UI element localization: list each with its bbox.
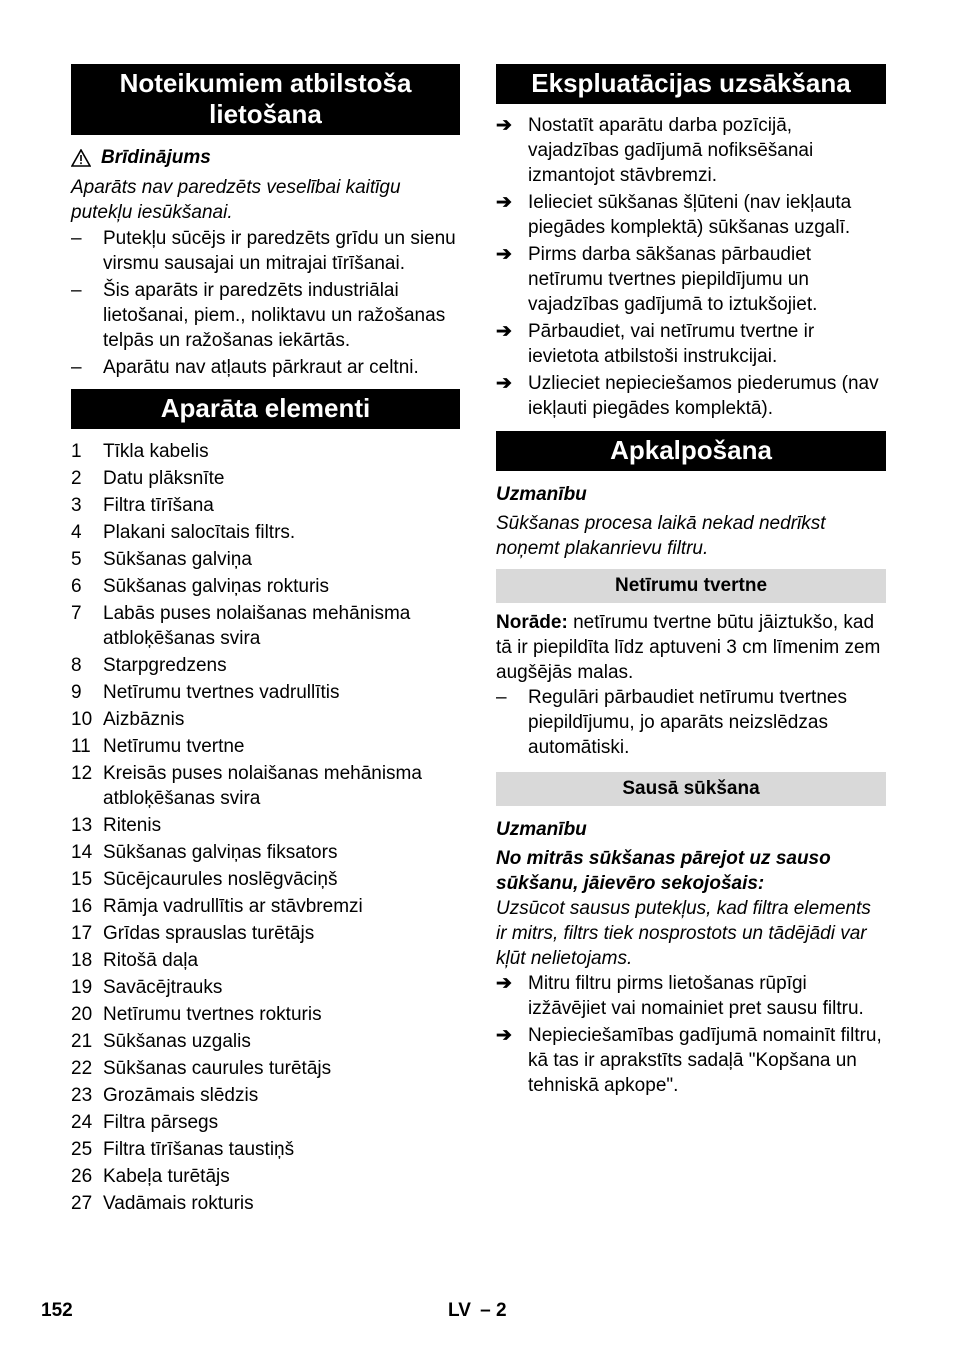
component-item-text: Filtra tīrīšana [103,495,214,516]
component-item-text: Netīrumu tvertnes rokturis [103,1004,322,1025]
component-item-text: Sūkšanas uzgalis [103,1031,251,1052]
component-item-text: Starpgredzens [103,655,227,676]
component-item [71,867,460,892]
component-item-text: Sūkšanas caurules turētājs [103,1058,332,1079]
step-item-marker: ➔ [496,321,512,342]
components-list [71,439,460,1216]
step-item-marker: ➔ [496,192,512,213]
component-item [71,894,460,919]
section-title-line-2: lietošana [209,99,322,129]
list-item-marker: – [496,687,507,708]
footer-separator: – [480,1300,491,1321]
component-item [71,493,460,518]
dry-caution-label: Uzmanību [496,819,587,840]
right-column [496,64,886,1100]
step-item [496,190,886,240]
section-title-line-1: Noteikumiem atbilstoša [119,68,412,98]
component-item-text: Plakani salocītais filtrs. [103,522,296,543]
dry-caution-bold-text: No mitrās sūkšanas pārejot uz sauso sūkšanu, jāievēro sekojošais: [496,848,831,894]
component-item-marker: 1 [71,441,82,462]
component-item-marker: 7 [71,603,82,624]
component-item [71,1164,460,1189]
step-item [496,242,886,317]
component-item-text: Sūkšanas galviņa [103,549,252,570]
component-item-text: Ritošā daļa [103,950,199,971]
component-item-marker: 10 [71,709,93,730]
component-item [71,653,460,678]
component-item [71,707,460,732]
step-item-text: Pirms darba sākšanas pārbaudiet netīrumu tvertnes piepildījumu un vajadzības gadījumā to iztukšojiet. [528,244,818,315]
component-item-marker: 11 [71,736,91,757]
intended-use-list [71,226,460,380]
component-item-marker: 8 [71,655,82,676]
component-item-marker: 20 [71,1004,93,1025]
warning-heading [71,145,460,170]
note-label: Norāde: [496,612,568,633]
section-title-components: Aparāta elementi [71,389,460,429]
component-item [71,975,460,1000]
component-item-text: Filtra tīrīšanas taustiņš [103,1139,295,1160]
component-item [71,680,460,705]
component-item-marker: 19 [71,977,93,998]
component-item-marker: 12 [71,763,93,784]
component-item-marker: 4 [71,522,82,543]
component-item-marker: 17 [71,923,93,944]
component-item-marker: 13 [71,815,93,836]
caution-label: Uzmanību [496,484,587,505]
list-item-text: Regulāri pārbaudiet netīrumu tvertnes piepildījumu, jo aparāts neizslēdzas automātiski. [528,687,847,758]
component-item [71,1137,460,1162]
list-item-text: Aparātu nav atļauts pārkraut ar celtni. [103,357,419,378]
component-item [71,921,460,946]
component-item [71,1083,460,1108]
component-item [71,1029,460,1054]
section-title-intended-use [71,64,460,135]
component-item-text: Aizbāznis [103,709,185,730]
component-item-text: Grozāmais slēdzis [103,1085,259,1106]
component-item [71,1002,460,1027]
component-item-text: Ritenis [103,815,162,836]
component-item [71,574,460,599]
component-item-marker: 6 [71,576,82,597]
step-item-text: Pārbaudiet, vai netīrumu tvertne ir ievietota atbilstoši instrukcijai. [528,321,815,367]
dry-caution-text: Uzsūcot sausus putekļus, kad filtra elements ir mitrs, filtrs tiek nosprostots un tādējādi var kļūt nelietojams. [496,898,871,969]
component-item [71,1110,460,1135]
component-item [71,439,460,464]
subsection-title-dirt-container: Netīrumu tvertne [496,569,886,603]
section-title-start-up: Ekspluatācijas uzsākšana [496,64,886,104]
component-item-marker: 27 [71,1193,93,1214]
component-item-marker: 23 [71,1085,93,1106]
step-item [496,319,886,369]
component-item-text: Kreisās puses nolaišanas mehānisma atbloķēšanas svira [103,763,422,809]
component-item [71,734,460,759]
component-item-text: Datu plāksnīte [103,468,225,489]
component-item-text: Tīkla kabelis [103,441,209,462]
step-item-text: Nepieciešamības gadījumā nomainīt filtru, kā tas ir aprakstīts sadaļā "Kopšana un tehniskā apkope". [528,1025,882,1096]
dry-vacuuming-list [496,971,886,1098]
component-item-text: Vadāmais rokturis [103,1193,254,1214]
list-item [71,226,460,276]
subsection-title-dry-vacuuming: Sausā sūkšana [496,772,886,806]
list-item [496,685,886,760]
dirt-container-list [496,685,886,760]
component-item [71,1056,460,1081]
component-item-text: Grīdas sprauslas turētājs [103,923,315,944]
component-item [71,547,460,572]
step-item [496,113,886,188]
component-item-text: Netīrumu tvertne [103,736,245,757]
component-item-text: Savācējtrauks [103,977,223,998]
component-item-text: Rāmja vadrullītis ar stāvbremzi [103,896,363,917]
component-item-marker: 18 [71,950,93,971]
caution-text: Sūkšanas procesa laikā nekad nedrīkst noņemt plakanrievu filtru. [496,513,826,559]
component-item-marker: 21 [71,1031,93,1052]
component-item-marker: 15 [71,869,93,890]
warning-text: Aparāts nav paredzēts veselībai kaitīgu putekļu iesūkšanai. [71,177,401,223]
component-item-marker: 14 [71,842,93,863]
step-item-marker: ➔ [496,973,512,994]
component-item [71,761,460,811]
component-item-marker: 26 [71,1166,93,1187]
page-footer-label [448,1298,507,1323]
component-item [71,520,460,545]
component-item-marker: 3 [71,495,82,516]
page-number: 152 [41,1300,73,1321]
component-item-text: Sūcējcaurules noslēgvāciņš [103,869,338,890]
component-item-marker: 25 [71,1139,93,1160]
step-item-marker: ➔ [496,115,512,136]
step-item-text: Nostatīt aparātu darba pozīcijā, vajadzības gadījumā nofiksēšanai izmantojot stāvbremzi. [528,115,814,186]
list-item-text: Putekļu sūcējs ir paredzēts grīdu un sienu virsmu sausajai un mitrajai tīrīšanai. [103,228,456,274]
component-item-text: Netīrumu tvertnes vadrullītis [103,682,340,703]
component-item [71,948,460,973]
step-item [496,371,886,421]
component-item [71,813,460,838]
component-item [71,466,460,491]
step-item [496,1023,886,1098]
component-item-marker: 22 [71,1058,93,1079]
step-item [496,971,886,1021]
component-item-marker: 9 [71,682,82,703]
step-item-text: Ielieciet sūkšanas šļūteni (nav iekļauta piegādes komplektā) sūkšanas uzgalī. [528,192,852,238]
note-paragraph [496,610,886,685]
footer-language: LV [448,1300,471,1321]
left-column [71,64,460,1218]
component-item-marker: 24 [71,1112,93,1133]
footer-sub-page: 2 [496,1300,507,1321]
component-item-text: Sūkšanas galviņas rokturis [103,576,329,597]
component-item [71,1191,460,1216]
component-item-marker: 5 [71,549,82,570]
component-item [71,601,460,651]
component-item-text: Filtra pārsegs [103,1112,219,1133]
component-item-text: Sūkšanas galviņas fiksators [103,842,338,863]
list-item-text: Šis aparāts ir paredzēts industriālai lietošanai, piem., noliktavu un ražošanas telpās un ražošanas iekārtās. [103,280,446,351]
list-item-marker: – [71,228,82,249]
step-item-text: Mitru filtru pirms lietošanas rūpīgi izžāvējiet vai nomainiet pret sausu filtru. [528,973,864,1019]
step-item-text: Uzlieciet nepieciešamos piederumus (nav iekļauti piegādes komplektā). [528,373,879,419]
component-item-marker: 16 [71,896,93,917]
step-item-marker: ➔ [496,373,512,394]
component-item-text: Labās puses nolaišanas mehānisma atbloķēšanas svira [103,603,411,649]
start-up-list [496,113,886,421]
component-item-text: Kabeļa turētājs [103,1166,230,1187]
step-item-marker: ➔ [496,1025,512,1046]
warning-triangle-icon [71,149,91,167]
step-item-marker: ➔ [496,244,512,265]
note-text: netīrumu tvertne būtu jāiztukšo, kad tā ir piepildīta līdz aptuveni 3 cm līmenim zem augšējās malas. [496,612,881,683]
list-item-marker: – [71,357,82,378]
list-item [71,278,460,353]
warning-label: Brīdinājums [101,147,211,168]
component-item-marker: 2 [71,468,82,489]
component-item [71,840,460,865]
list-item [71,355,460,380]
list-item-marker: – [71,280,82,301]
section-title-operation: Apkalpošana [496,431,886,471]
